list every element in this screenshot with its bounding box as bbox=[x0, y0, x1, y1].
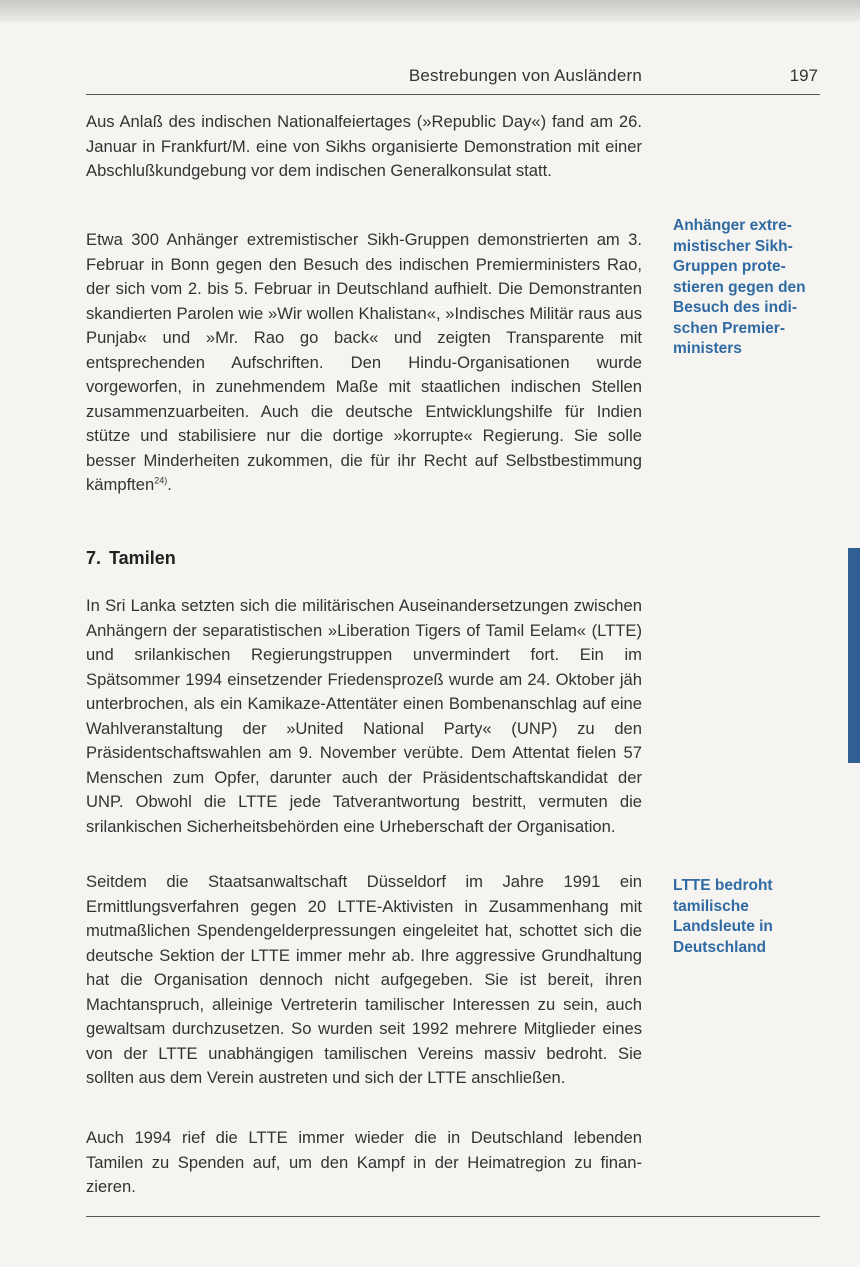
footnote-reference: 24) bbox=[154, 475, 168, 486]
section-number: 7. bbox=[86, 548, 102, 568]
running-title: Bestrebungen von Ausländern bbox=[408, 66, 642, 85]
paragraph-republic-day: Aus Anlaß des indischen Nationalfeiertages (»Republic Day«) fand am 26. Januar in Frankfurt/M. eine von Sikhs organisierte Demonstration mit einer Abschlußkundgebung vor dem indischen Generalkonsulat statt. bbox=[86, 112, 642, 180]
running-header bbox=[86, 66, 820, 95]
page-number: 197 bbox=[789, 66, 818, 85]
scan-edge-shadow bbox=[0, 0, 860, 22]
section-title: Tamilen bbox=[109, 548, 176, 568]
paragraph-ltte-germany: Seitdem die Staatsanwaltschaft Düsseldorf im Jahre 1991 ein Ermittlungsverfahren gegen 20 LTTE-Aktivisten in Zusammenhang mit mutmaßlichen Spendengelderpressungen eingeleitet hat, schottet sich die deutsche Sektion der LTTE immer mehr ab. Ihre aggressive Grundhaltung hat die Organisation dennoch nicht aufgegeben. Sie ist bereit, ihren Machtanspruch, alleinige Vertreterin tamilischer Interessen zu sein, auch gewaltsam durchzusetzen. So wurden seit 1992 mehrere Mitglieder eines von der LTTE unabhängigen tamilischen Vereins massiv bedroht. Sie sollten aus dem Verein austreten und sich der LTTE anschließen. bbox=[86, 872, 642, 1087]
bottom-rule bbox=[86, 1216, 820, 1217]
paragraph-sikh-demonstration bbox=[86, 228, 642, 498]
paragraph-sikh-text: Etwa 300 Anhänger extremistischer Sikh-Gruppen demonstrierten am 3. Februar in Bonn gegen den Besuch des indischen Premierministers Rao, der sich vom 2. bis 5. Februar in Deutschland aufhielt. Die Demonstranten skandierten Parolen wie »Wir wollen Khalistan«, »Indisches Militär raus aus Punjab« und »Mr. Rao go back« und zeigten Transparente mit entsprechenden Aufschriften. Den Hindu-Organisationen wurde vorgeworfen, in zunehmendem Maße mit staatlichen indischen Stellen zusammenzuarbeiten. Auch die deutsche Entwicklungshilfe für Indien stütze und stabilisiere nur die dortige »korrupte« Regierung. Sie solle besser Minderheiten zukommen, die für ihr Recht auf Selbstbestimmung kämpften bbox=[86, 230, 642, 494]
footnote-period: . bbox=[167, 475, 172, 494]
section-heading bbox=[86, 548, 176, 569]
paragraph-sri-lanka: In Sri Lanka setzten sich die militärischen Auseinandersetzungen zwischen Anhängern der separatistischen »Liberation Tigers of Tamil Eelam« (LTTE) und srilankischen Regierungstruppen unvermindert fort. Ein im Spätsommer 1994 einsetzender Friedensprozeß wurde am 24. Oktober jäh unterbrochen, als ein Kamikaze-Attentäter einen Bombenanschlag auf eine Wahlveranstaltung der »United National Party« (UNP) zu den Präsidentschaftswahlen am 9. November verübte. Dem Attentat fielen 57 Menschen zum Opfer, darunter auch der Präsidentschaftskandidat der UNP. Obwohl die LTTE jede Tatverantwortung bestritt, vermuten die srilankischen Sicherheitsbehörden eine Urheberschaft der Organisation. bbox=[86, 596, 642, 836]
chapter-tab-marker bbox=[848, 548, 860, 763]
paragraph-ltte-donations: Auch 1994 rief die LTTE immer wieder die in Deutschland lebenden Tamilen zu Spenden auf, um den Kampf in der Heimatregion zu finanzieren. bbox=[86, 1128, 642, 1196]
margin-note-ltte: LTTE bedroht tamilische Landsleute in Deutschland bbox=[673, 877, 773, 956]
margin-note-sikh: Anhänger extremistischer Sikh-Gruppen protestieren gegen den Besuch des indischen Premierministers bbox=[673, 217, 806, 357]
